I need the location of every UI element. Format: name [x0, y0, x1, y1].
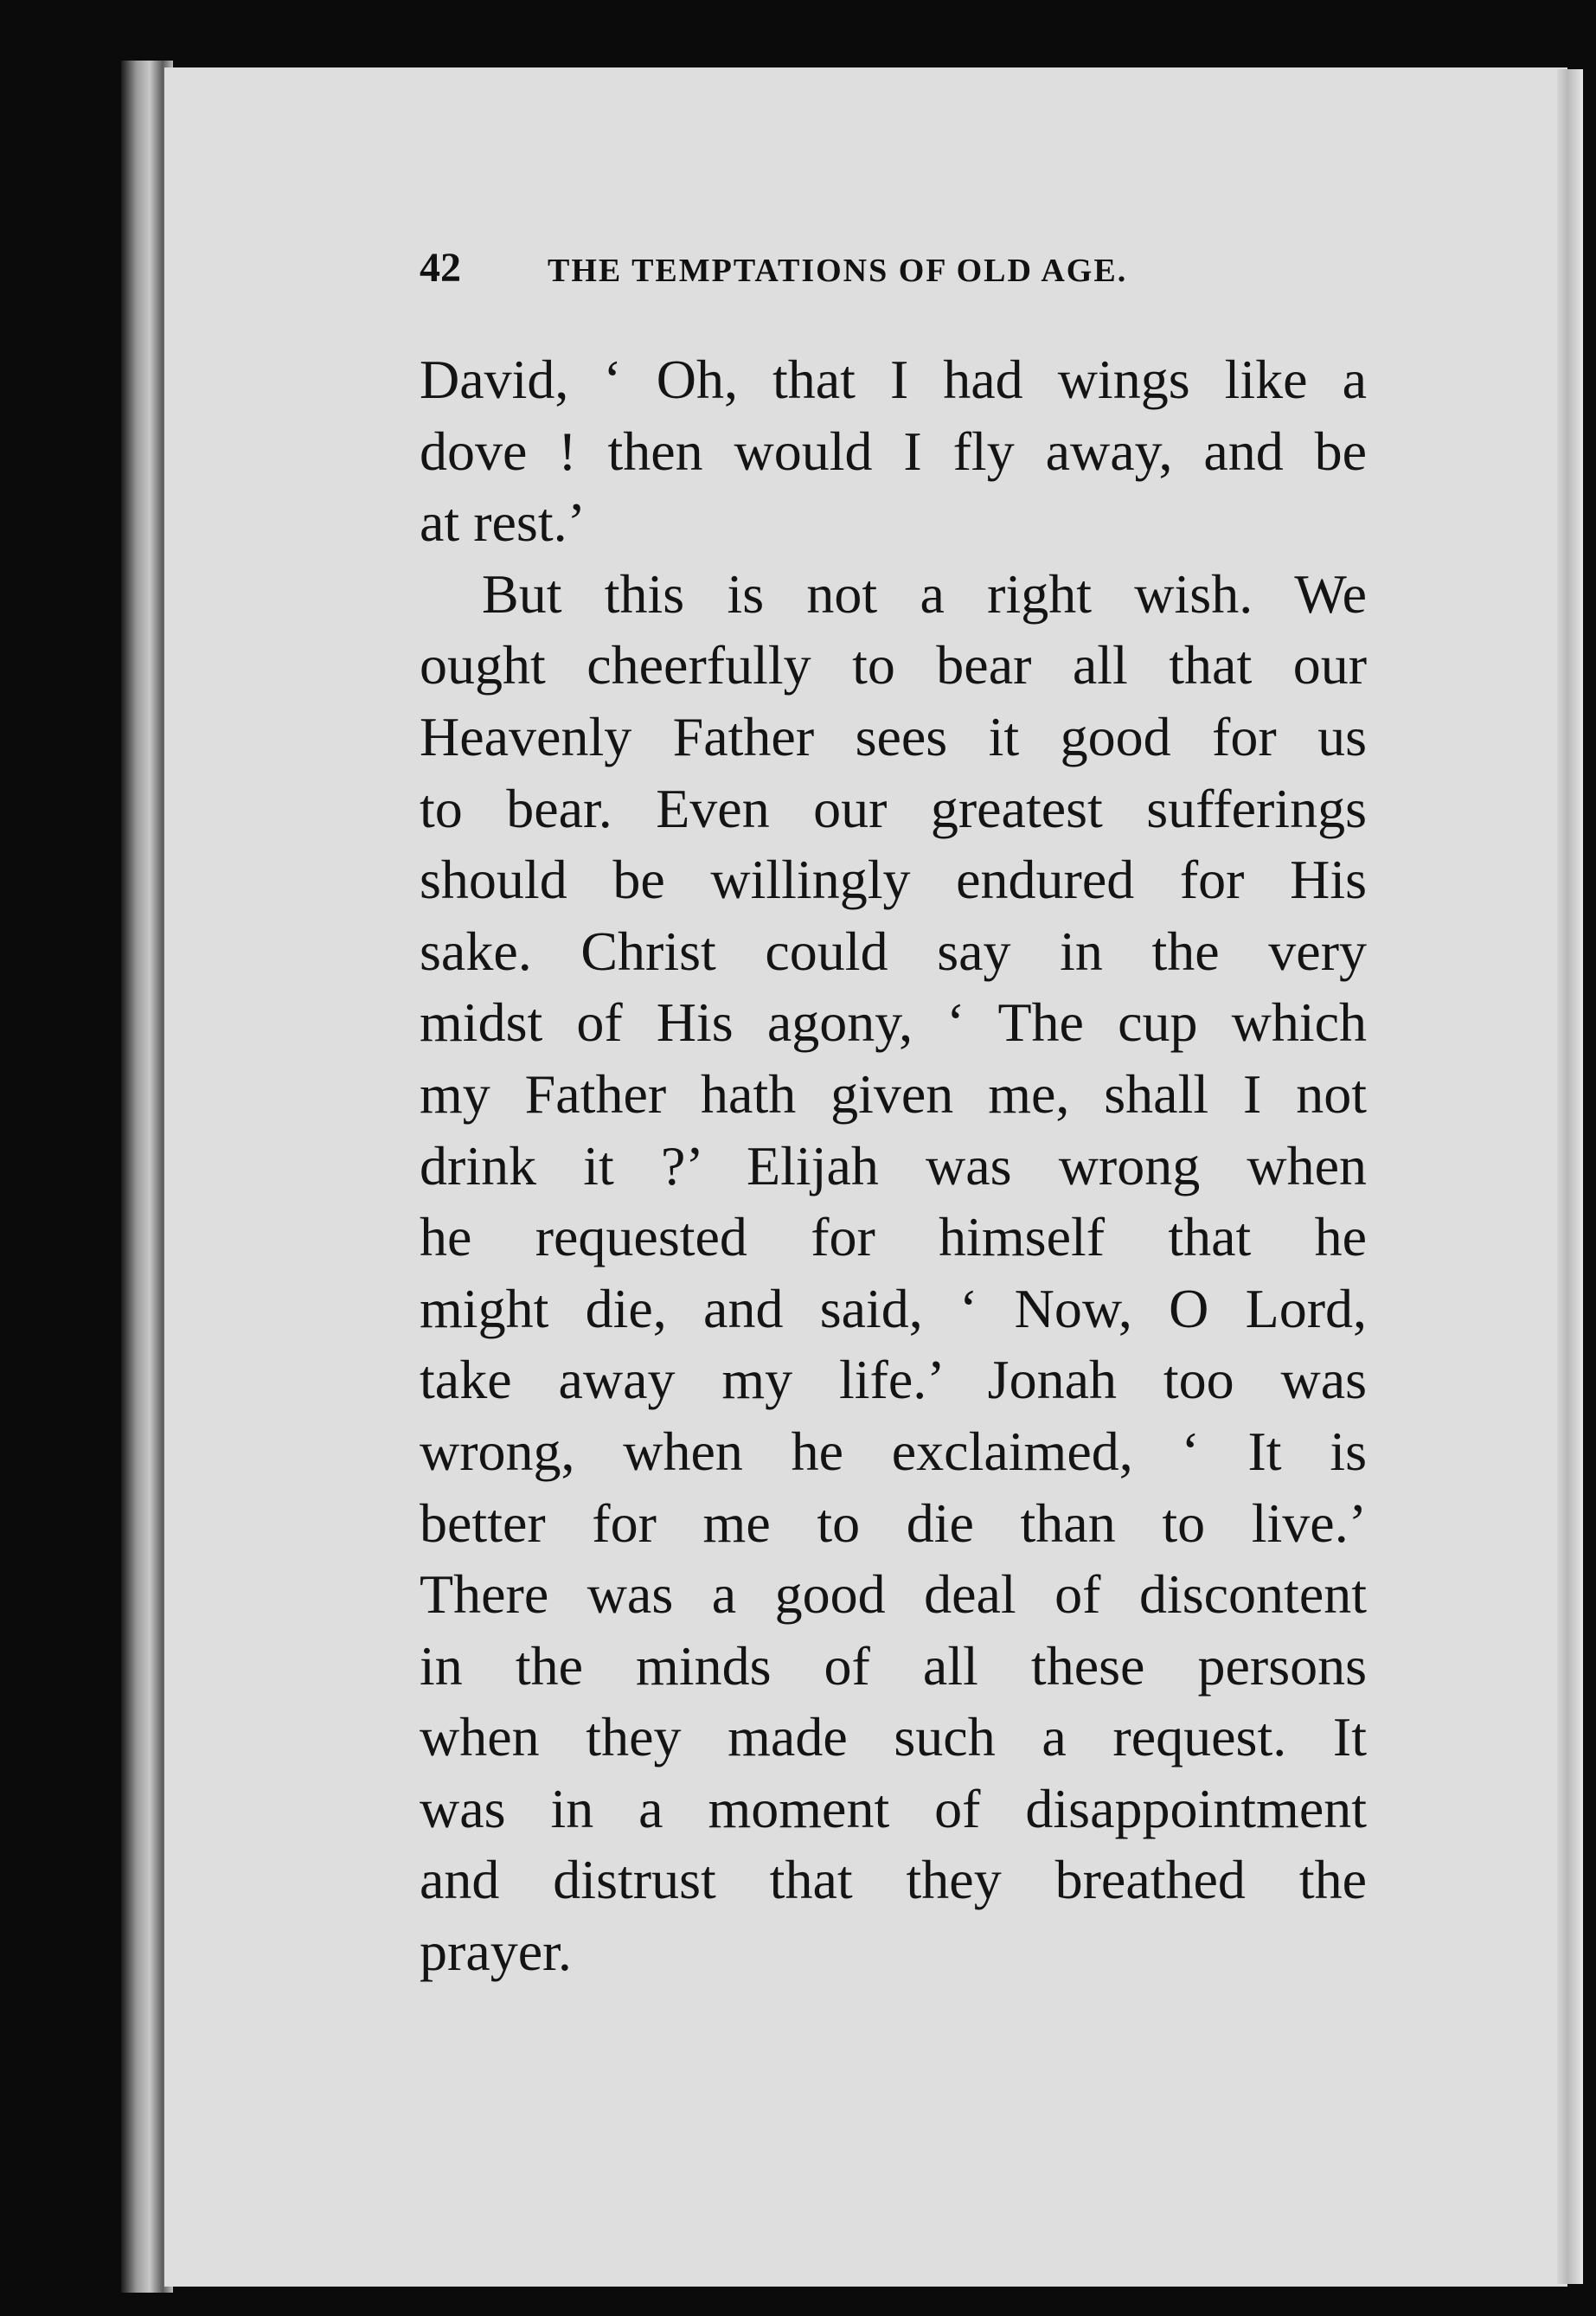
text-line: to bear. Even our greatest sufferings [420, 777, 1367, 839]
text-line: There was a good deal of discontent [420, 1563, 1367, 1626]
text-line: when they made such a request. It [420, 1706, 1367, 1768]
running-head [420, 244, 1371, 296]
text-line: take away my life.’ Jonah too was [420, 1349, 1367, 1411]
text-line: he requested for himself that he [420, 1206, 1367, 1268]
text-line: at rest.’ [420, 491, 586, 554]
text-line: sake. Christ could say in the very [420, 920, 1367, 982]
text-line: was in a moment of disappointment [420, 1777, 1367, 1839]
page-number: 42 [420, 245, 461, 291]
text-line: and distrust that they breathed the [420, 1849, 1367, 1911]
text-line: might die, and said, ‘ Now, O Lord, [420, 1277, 1367, 1339]
page-fore-edge [1557, 69, 1583, 2284]
text-line: David, ‘ Oh, that I had wings like a [420, 349, 1367, 410]
text-line: wrong, when he exclaimed, ‘ It is [420, 1420, 1367, 1482]
text-line: drink it ?’ Elijah was wrong when [420, 1134, 1367, 1196]
paragraph-first-line: But this is not a right wish. We [482, 562, 1367, 625]
text-line: should be willingly endured for His [420, 849, 1367, 911]
body-text [420, 344, 1367, 1988]
running-title: THE TEMPTATIONS OF OLD AGE. [548, 253, 1128, 289]
text-line: Heavenly Father sees it good for us [420, 705, 1367, 767]
text-line: better for me to die than to live.’ [420, 1492, 1367, 1554]
text-line: prayer. [420, 1921, 572, 1983]
text-line: dove ! then would I fly away, and be [420, 420, 1367, 482]
text-line: midst of His agony, ‘ The cup which [420, 991, 1367, 1054]
text-line: my Father hath given me, shall I not [420, 1062, 1367, 1125]
text-line: in the minds of all these persons [420, 1634, 1367, 1697]
text-line: ought cheerfully to bear all that our [420, 634, 1367, 696]
